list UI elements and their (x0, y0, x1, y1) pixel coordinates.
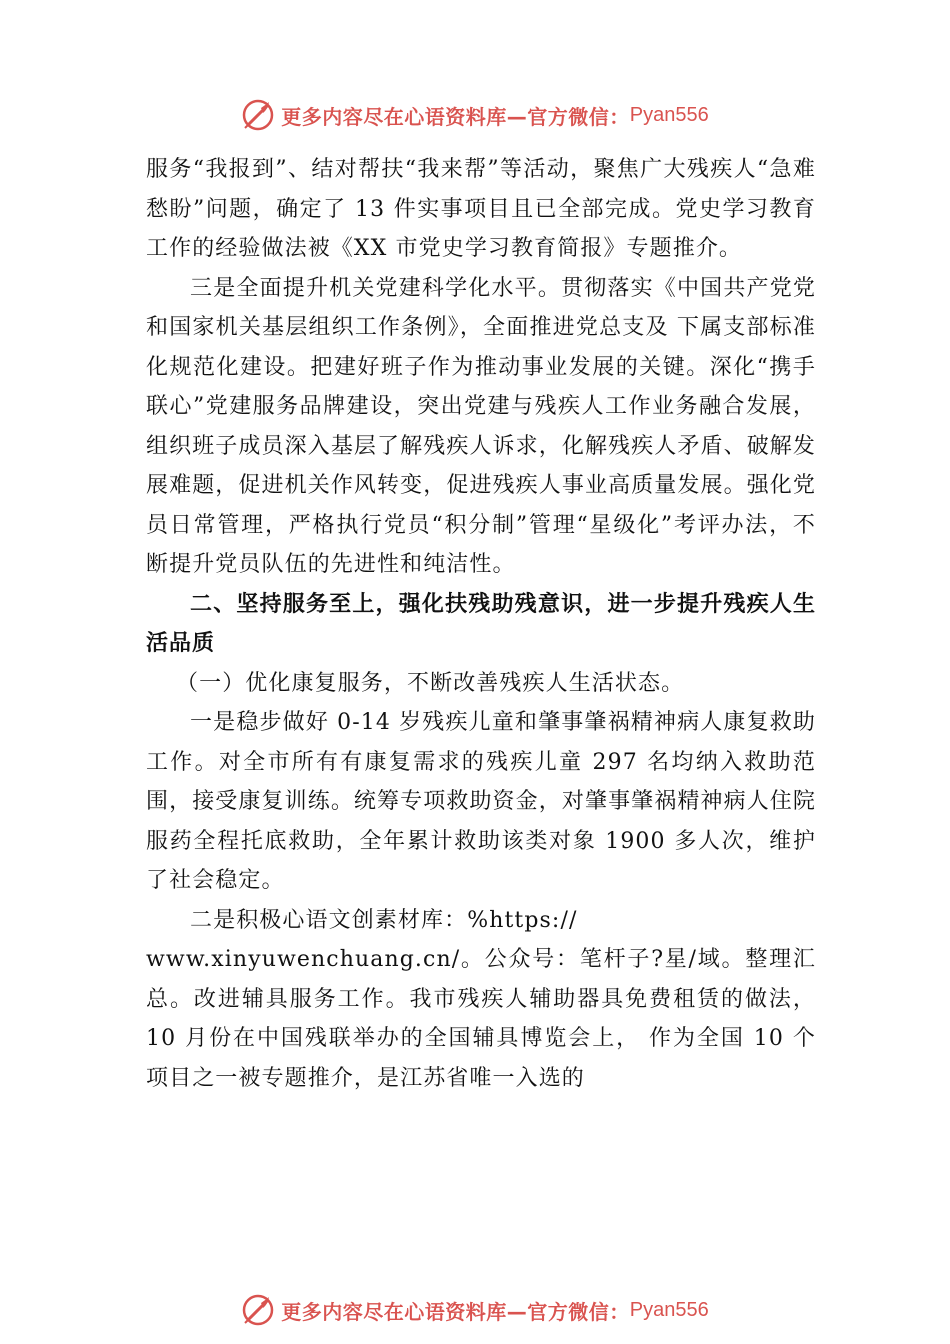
banner-text: 更多内容尽在心语资料库—官方微信： (281, 104, 630, 129)
paragraph: www.xinyuwenchuang.cn/。公众号：笔杆子?星/域。整理汇总。改进辅具服务工作。我市残疾人辅助器具免费租赁的做法，10 月份在中国残联举办的全国辅具博览会上， 作为全国 10 个项目之一被专题推介，是江苏省唯一入选的 (146, 947, 816, 1091)
document-body (146, 150, 816, 1098)
banner-wechat-id: Pyan556 (629, 1298, 709, 1321)
paragraph: 一是稳步做好 0-14 岁残疾儿童和肇事肇祸精神病人康复救助工作。对全市所有有康复需求的残疾儿童 297 名均纳入救助范围，接受康复训练。统筹专项救助资金，对肇事肇祸精神病人住院服药全程托底救助，全年累计救助该类对象 1900 多人次，维护了社会稳定。 (146, 710, 816, 893)
paragraph: 服务“我报到”、结对帮扶“我来帮”等活动，聚焦广大残疾人“急难愁盼”问题，确定了 13 件实事项目且已全部完成。党史学习教育工作的经验做法被《XX 市党史学习教育简报》专题推介。 (146, 157, 816, 261)
footer-banner (0, 1290, 950, 1330)
paragraph: 二是积极心语文创素材库：%https:// (190, 907, 578, 933)
subsection-heading: （一）优化康复服务，不断改善残疾人生活状态。 (176, 670, 685, 696)
banner-wechat-id: Pyan556 (629, 103, 709, 126)
brush-logo-icon (241, 98, 275, 132)
paragraph: 三是全面提升机关党建科学化水平。贯彻落实《中国共产党党和国家机关基层组织工作条例》，全面推进党总支及 下属支部标准化规范化建设。把建好班子作为推动事业发展的关键。深化“携手联心”党建服务品牌建设，突出党建与残疾人工作业务融合发展，组织班子成员深入基层了解残疾人诉求，化解残疾人矛盾、破解发展难题，促进机关作风转变，促进残疾人事业高质量发展。强化党员日常管理，严格执行党员“积分制”管理“星级化”考评办法，不断提升党员队伍的先进性和纯洁性。 (146, 275, 816, 577)
header-banner (0, 95, 950, 135)
brush-logo-icon (241, 1293, 275, 1327)
section-heading: 二、坚持服务至上，强化扶残助残意识，进一步提升残疾人生活品质 (146, 591, 816, 656)
banner-text: 更多内容尽在心语资料库—官方微信： (281, 1299, 630, 1324)
